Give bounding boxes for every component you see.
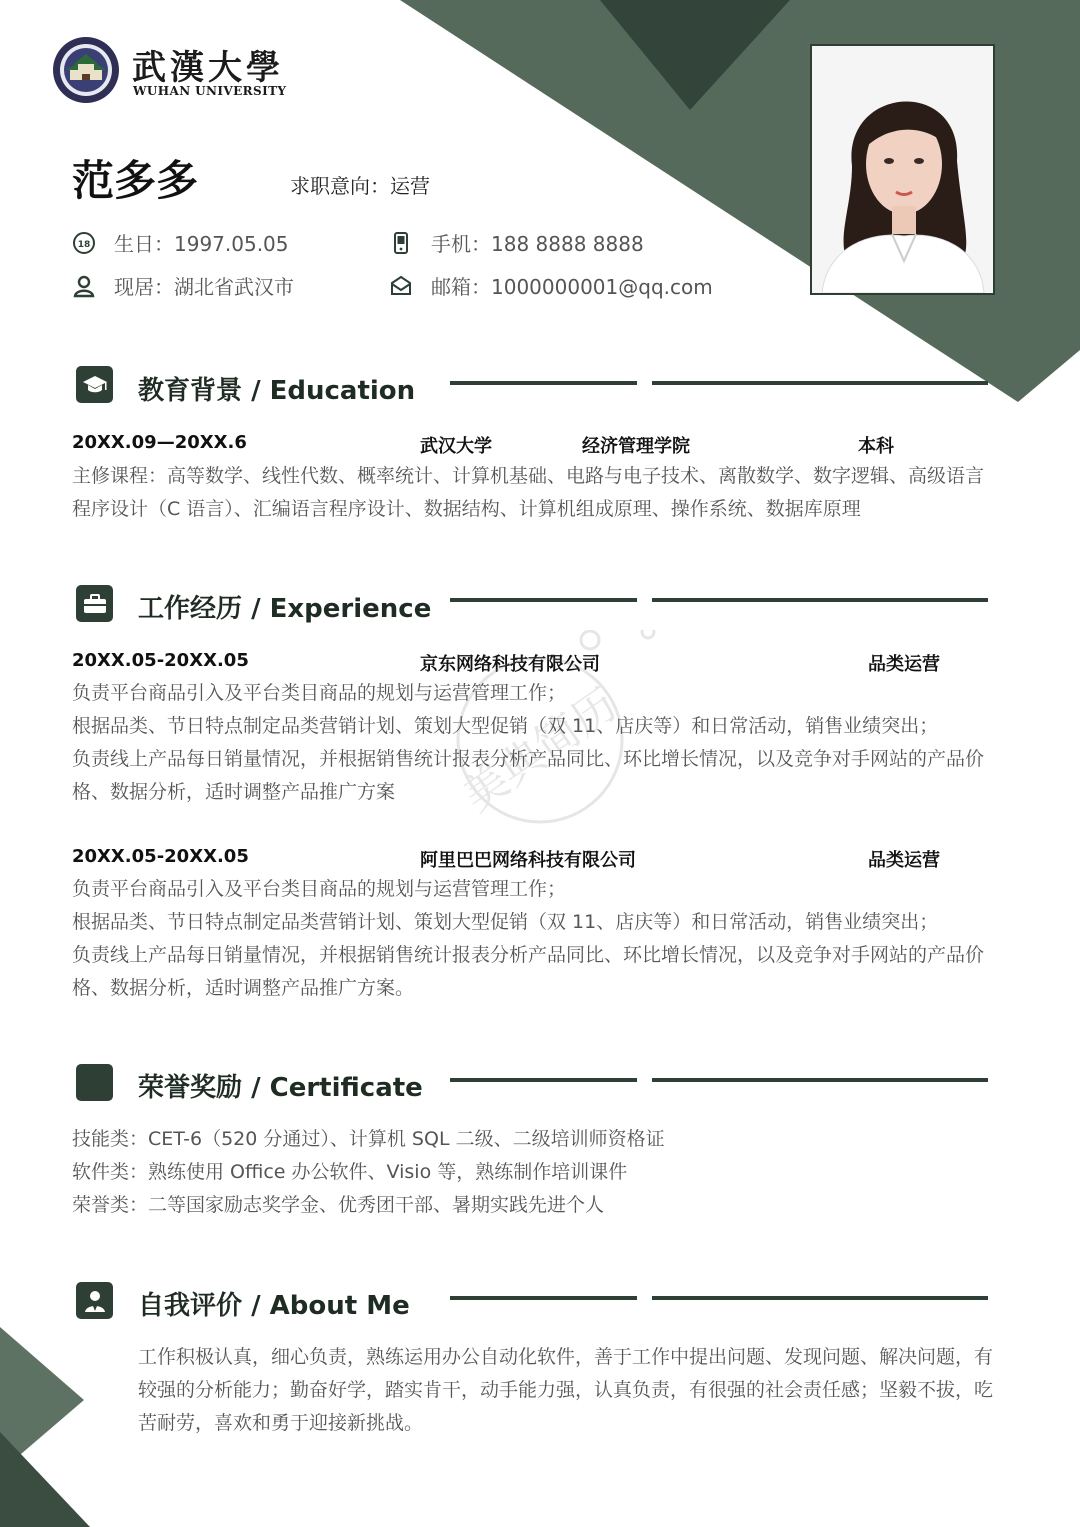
education-title-cn: 教育背景 xyxy=(138,376,243,406)
experience-title-cn: 工作经历 xyxy=(138,594,243,624)
birthday-text: 生日：1997.05.05 xyxy=(114,232,289,256)
job-role: 品类运营 xyxy=(868,654,940,675)
job-description xyxy=(72,873,984,1005)
birthday-icon xyxy=(72,231,96,255)
certificate-line: 软件类：熟练使用 Office 办公软件、Visio 等，熟练制作培训课件 xyxy=(72,1161,628,1183)
university-name-en: WUHAN UNIVERSITY xyxy=(133,84,287,98)
job-line: 负责线上产品每日销量情况，并根据销售统计报表分析产品同比、环比增长情况，以及竞争对手网站的产品价 xyxy=(72,944,985,966)
education-degree: 本科 xyxy=(858,436,894,457)
education-school: 武汉大学 xyxy=(420,436,492,457)
about-divider-left xyxy=(450,1296,637,1300)
education-college: 经济管理学院 xyxy=(582,436,690,457)
phone-text: 手机：188 8888 8888 xyxy=(431,232,644,256)
education-line: 程序设计（C 语言）、汇编语言程序设计、数据结构、计算机组成原理、操作系统、数据库原理 xyxy=(72,498,861,520)
education-divider-right xyxy=(652,381,988,385)
experience-section-icon xyxy=(76,585,113,622)
job-line: 格、数据分析，适时调整产品推广方案 xyxy=(72,781,396,803)
certificate-title xyxy=(138,1067,423,1104)
svg-text:18: 18 xyxy=(77,239,91,250)
about-title-en: / About Me xyxy=(251,1291,410,1321)
email-text: 邮箱：1000000001@qq.com xyxy=(431,275,713,299)
certificate-title-cn: 荣誉奖励 xyxy=(138,1073,243,1103)
phone-icon xyxy=(389,231,413,255)
education-line: 主修课程：高等数学、线性代数、概率统计、计算机基础、电路与电子技术、离散数学、数字逻辑、高级语言 xyxy=(72,465,985,487)
about-title-cn: 自我评价 xyxy=(138,1291,243,1321)
job-company: 阿里巴巴网络科技有限公司 xyxy=(420,850,636,871)
briefcase-icon xyxy=(83,594,107,614)
education-date: 20XX.09—20XX.6 xyxy=(72,432,247,453)
about-line: 工作积极认真，细心负责，熟练运用办公自动化软件，善于工作中提出问题、发现问题、解决问题，有 xyxy=(138,1346,994,1368)
job-date: 20XX.05-20XX.05 xyxy=(72,846,249,867)
watermark xyxy=(420,630,660,830)
certificate-line: 荣誉类：二等国家励志奖学金、优秀团干部、暑期实践先进个人 xyxy=(72,1194,605,1216)
birthday-row xyxy=(72,228,289,257)
education-divider-left xyxy=(450,381,637,385)
certificate-title-en: / Certificate xyxy=(251,1073,423,1103)
mail-icon xyxy=(389,274,413,298)
job-line: 负责平台商品引入及平台类目商品的规划与运营管理工作； xyxy=(72,682,567,704)
certificate-list xyxy=(72,1123,665,1222)
certificate-divider-right xyxy=(652,1078,988,1082)
certificate-line: 技能类：CET-6（520 分通过）、计算机 SQL 二级、二级培训师资格证 xyxy=(72,1128,665,1150)
job-line: 根据品类、节日特点制定品类营销计划、策划大型促销（双 11、店庆等）和日常活动，销售业绩突出； xyxy=(72,911,939,933)
job-line: 负责线上产品每日销量情况，并根据销售统计报表分析产品同比、环比增长情况，以及竞争对手网站的产品价 xyxy=(72,748,985,770)
education-courses xyxy=(72,460,984,526)
email-row xyxy=(389,271,713,300)
award-icon xyxy=(83,1071,107,1095)
location-text: 现居：湖北省武汉市 xyxy=(114,275,294,299)
phone-row xyxy=(389,228,644,257)
certificate-divider-left xyxy=(450,1078,637,1082)
about-line: 较强的分析能力；勤奋好学，踏实肯干，动手能力强，认真负责，有很强的社会责任感；坚毅不拔，吃 xyxy=(138,1379,994,1401)
education-section-icon xyxy=(76,366,113,403)
experience-divider-right xyxy=(652,598,988,602)
certificate-section-icon xyxy=(76,1064,113,1101)
education-title xyxy=(138,370,415,407)
job-role: 品类运营 xyxy=(868,850,940,871)
about-line: 苦耐劳，喜欢和勇于迎接新挑战。 xyxy=(138,1412,424,1434)
experience-divider-left xyxy=(450,598,637,602)
about-text xyxy=(138,1341,993,1440)
candidate-name: 范多多 xyxy=(72,156,199,205)
about-divider-right xyxy=(652,1296,988,1300)
watermark-text: 美典简历 xyxy=(453,679,627,822)
location-icon xyxy=(72,274,96,298)
job-company: 京东网络科技有限公司 xyxy=(420,654,600,675)
job-line: 负责平台商品引入及平台类目商品的规划与运营管理工作； xyxy=(72,878,567,900)
graduation-cap-icon xyxy=(82,374,108,396)
experience-title xyxy=(138,588,431,625)
location-row xyxy=(72,271,294,300)
university-name-cn: 武漢大學 xyxy=(132,48,284,88)
job-line: 格、数据分析，适时调整产品推广方案。 xyxy=(72,977,415,999)
university-logo xyxy=(52,36,120,104)
job-intent: 求职意向：运营 xyxy=(290,174,430,198)
about-title xyxy=(138,1285,410,1322)
job-date: 20XX.05-20XX.05 xyxy=(72,650,249,671)
job-line: 根据品类、节日特点制定品类营销计划、策划大型促销（双 11、店庆等）和日常活动，销售业绩突出； xyxy=(72,715,939,737)
education-title-en: / Education xyxy=(251,376,416,406)
about-section-icon xyxy=(76,1282,113,1319)
person-icon xyxy=(83,1289,107,1313)
experience-title-en: / Experience xyxy=(251,594,432,624)
profile-photo xyxy=(810,44,995,295)
